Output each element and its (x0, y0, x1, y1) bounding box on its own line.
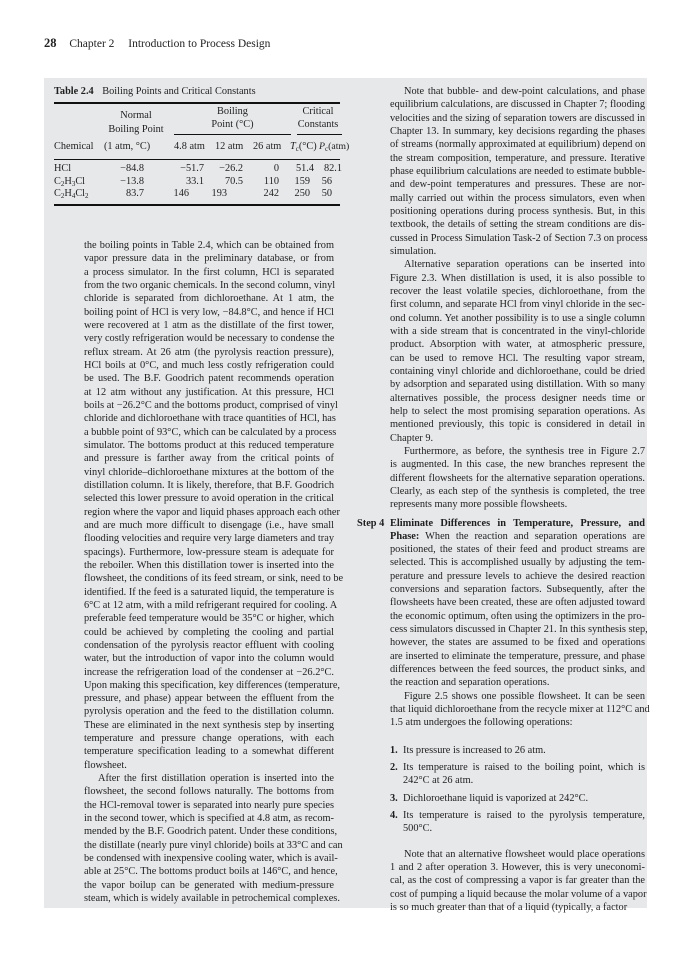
text-line: help to select the most promising separation operations. As (390, 405, 645, 417)
critical-subrule (297, 134, 342, 135)
page-number: 28 (44, 36, 57, 50)
text-line: Its temperature is raised to the pyrolysis temperature, (403, 810, 645, 822)
text-line: Chapter 9. (390, 432, 434, 444)
text-line: textbook, the details of setting the stream conditions are dis- (390, 219, 645, 231)
step-4-body (390, 543, 648, 690)
text-line: simulation. (390, 245, 437, 257)
header-p12: 12 atm (215, 141, 244, 152)
text-line: product. Absorption with water, at atmospheric pressure, (390, 339, 645, 351)
text-line: ond column. Yet another possibility is to use a single column (390, 312, 645, 324)
text-line: identified. If the feed is a saturated liquid, the temperature is (84, 586, 334, 598)
text-line: region where the vapor and liquid phases approach each other (84, 506, 340, 518)
step-4-heading-line-1: Eliminate Differences in Temperature, Pressure, and (390, 517, 645, 529)
header-pc: $P_c(atm)$ (319, 141, 350, 153)
step-4-paragraph-3 (390, 848, 645, 915)
text-line: 500°C. (403, 823, 433, 835)
text-line: increase the refrigeration load of the condenser at −26.2°C. (84, 666, 334, 678)
text-line: Figure 2.3. When distillation is used, it is also possible to (390, 272, 645, 284)
text-line: alternatives possible, the process designer needs time or (390, 392, 645, 404)
text-line: cess simulators discussed in Chapter 21. In this synthesis step, (390, 624, 648, 636)
text-line: at 12 atm without any justification. At this pressure, HCl (84, 386, 334, 398)
text-line: After the first distillation operation is inserted into the (98, 773, 334, 785)
table-label: Table 2.4 (54, 86, 94, 97)
table-title: Boiling Points and Critical Constants (102, 86, 256, 97)
text-line: mended by the B.F. Goodrich patent. Under these conditions, (84, 826, 338, 838)
text-line: flowsheets have been created, these are often adjusted toward (390, 597, 645, 609)
text-line: cost of pumping a liquid because the molar volume of a vapor (390, 888, 647, 900)
header-normal-l3: (1 atm, °C) (104, 141, 151, 152)
text-line: a bubble point of 93°C, which can be calculated by a process (84, 426, 337, 438)
left-paragraph-1 (84, 239, 344, 772)
text-line: by adsorption and separated using distillation. With so many (390, 379, 645, 391)
text-line: positioned, the states of their feed and product streams are (390, 544, 645, 556)
table-row: HCl −84.8 −51.7 −26.2 0 51.4 82.1 (54, 163, 342, 174)
right-paragraph-2 (390, 258, 645, 445)
step-4-heading-line-2: Phase: When the reaction and separation operations are (390, 530, 645, 542)
text-line: Figure 2.5 shows one possible flowsheet. It can be seen (404, 690, 645, 702)
text-line: steam, which is widely available in petrochemical complexes. (84, 893, 340, 905)
text-line: Upon making this specification, key differences (temperature, (84, 679, 341, 691)
text-line: that liquid dichloroethane from the recycle mixer at 112°C and (390, 704, 650, 716)
text-line: boiling point of HCl is very low, −84.8°C, and hence if HCl (84, 306, 334, 318)
text-line: could be achieved by completing the cooling and partial (84, 626, 334, 638)
text-line: cussed in Process Simulation Task-2 of Section 7.3 on process (390, 232, 648, 244)
step-4-label: Step 4 (357, 517, 385, 529)
text-line: selected this lower pressure to avoid operation in the critical (84, 493, 334, 505)
text-line: conversions and separation factors. Subsequently, after the (390, 584, 645, 596)
text-line: be condensed with inexpensive cooling water, which is avail- (84, 853, 338, 865)
text-line: Furthermore, as before, the synthesis tree in Figure 2.7 (404, 445, 645, 457)
text-line: differences between the feed sources, the product sinks, and (390, 664, 645, 676)
text-line: 6°C at 12 atm, with a mild refrigerant required for cooling. A (84, 599, 338, 611)
text-line: 242°C at 26 atm. (403, 775, 474, 787)
text-line: phase equilibrium calculations are needed to estimate bubble- (390, 165, 646, 177)
right-text-column (390, 85, 650, 914)
header-p48: 4.8 atm (174, 141, 205, 152)
list-number: 1. (390, 744, 398, 756)
text-line: the vapor boilup can be generated with medium-pressure (84, 879, 334, 891)
text-line: flowsheet. (84, 759, 127, 771)
text-line: first column, and separate HCl from vinyl chloride in the sec- (390, 299, 645, 311)
step-4-heading (390, 517, 645, 544)
text-line: can be used to remove HCl. The resulting vapor stream, (390, 352, 645, 364)
text-line: Dichloroethane liquid is vaporized at 242°C. (403, 792, 589, 804)
text-line: Note that an alternative flowsheet would place operations (404, 848, 645, 860)
list-item (390, 792, 645, 805)
table-header (54, 104, 350, 166)
list-number: 3. (390, 792, 398, 804)
text-line: preferable feed temperature would be 35°C or higher, which (84, 613, 334, 625)
text-line: selected. This is accomplished usually by adjusting the tem- (390, 557, 645, 569)
step-4-paragraph-2 (390, 690, 650, 730)
text-line: the HCl-removal tower is separated into nearly pure species (84, 799, 334, 811)
table-row: $C_2H_3Cl$ −13.8 33.1 70.5 110 159 56 (54, 175, 332, 188)
text-line: the boiling points in Table 2.4, which can be obtained from (84, 240, 334, 251)
text-line: simulator. The bottoms product at this reduced temperature (84, 439, 334, 451)
operations-list (390, 744, 645, 836)
text-line: of streams (normally approximated at equilibrium) depend on (390, 139, 646, 151)
table-bottom-rule (54, 204, 340, 206)
list-item (390, 761, 645, 788)
text-line: the stream composition, temperature, and pressure. Iterative (390, 152, 645, 164)
header-tc: $T_c(^\circ C)$ (290, 141, 317, 153)
text-line: mally carried out within the process simulators, even when (390, 192, 645, 204)
text-line: These are eliminated in the next synthesis step by inserting (84, 719, 334, 731)
text-line: temperature and pressure change operations, with each (84, 733, 334, 745)
text-line: with a side stream that is concentrated in the vinyl-chloride (390, 325, 645, 337)
text-line: Its pressure is increased to 26 atm. (403, 744, 546, 756)
text-line: different flowsheets for the alternative separation operations. (390, 472, 645, 484)
list-item (390, 744, 645, 757)
text-line: and dew-point temperatures and pressures. These are nor- (390, 179, 645, 191)
text-line: mentioned previously, this topic is considered in detail in (390, 419, 645, 431)
text-line: Its temperature is raised to the boiling point, which is (403, 762, 645, 774)
chapter-label: Chapter 2 (69, 38, 115, 50)
text-line: cal, as the cost of compressing a vapor is far greater than the (390, 875, 645, 887)
header-boiling-l1: Boiling (217, 106, 248, 117)
header-critical-l1: Critical (302, 106, 334, 117)
text-line: 1.5 atm undergoes the following operations: (390, 717, 573, 729)
header-p26: 26 atm (253, 141, 282, 152)
left-paragraph-2 (84, 772, 343, 905)
text-line: the distillate (nearly pure vinyl chloride) boils at 33°C and can (84, 839, 343, 851)
text-line: positioning operations during process synthesis. But, in this (390, 205, 645, 217)
text-line: Note that bubble- and dew-point calculations, and phase (404, 86, 645, 97)
header-boiling-l2: Point (°C) (211, 119, 254, 130)
text-line: were recovered at 1 atm as the distillate of the first tower, (84, 319, 334, 331)
text-line: temperature specification leading to a somewhat different (84, 746, 334, 758)
list-number: 2. (390, 762, 398, 774)
text-line: flowsheet, the conditions of its feed stream, or sink, need to be (84, 573, 344, 585)
header-critical-l2: Constants (297, 119, 339, 130)
text-line: a process simulator. In the first column, HCl is separated (84, 266, 334, 278)
text-line: Clearly, as each step of the synthesis is completed, the tree (390, 485, 645, 497)
text-line: chloride is separated from dichloroethane. At 1 atm, the (84, 293, 334, 305)
text-line: perature and pressure levels to achieve the desired reaction (390, 570, 645, 582)
text-line: boils at −26.2°C and the bottoms product, comprised of vinyl (84, 399, 338, 411)
text-line: and pressure is farther away from the critical points of (84, 453, 334, 465)
text-line: condensation of the pyrolysis reactor effluent with cooling (84, 639, 334, 651)
header-normal-l1: Normal (120, 110, 152, 121)
table-row: $C_2H_4Cl_2$ 83.7 146 193 242 250 50 (54, 188, 332, 200)
text-line: HCl boils at 0°C, and much less costly refrigeration could (84, 359, 334, 371)
cell-chemical: HCl (54, 163, 72, 174)
running-header (44, 36, 270, 51)
table-caption (54, 85, 340, 99)
text-line: vapor pressure data in the preliminary database, or from (84, 253, 334, 265)
boiling-subrule (174, 134, 291, 135)
text-line: chloride and dichloroethane with trace quantities of HCl, has (84, 413, 336, 425)
right-paragraph-1 (390, 85, 648, 258)
text-line: the reboiler. When this distillation tower is inserted into the (84, 559, 334, 571)
header-chemical: Chemical (54, 141, 94, 152)
text-line: containing vinyl chloride and dichloroethane, could be dried (390, 365, 645, 377)
text-line: distillation column. It is likely, therefore, that B.F. Goodrich (84, 479, 334, 491)
text-line: in the second tower, which is specified at 4.8 atm, as recom- (84, 813, 334, 825)
text-line: from the two organic chemicals. In the second column, vinyl (84, 279, 336, 291)
list-item (390, 809, 645, 836)
text-line: and are much more difficult to disengage (i.e., have small (84, 519, 334, 531)
list-number: 4. (390, 810, 398, 822)
table-2-4 (54, 85, 350, 206)
text-line: able at 25°C. The bottoms product boils at 146°C, and hence, (84, 866, 338, 878)
text-line: flowsheet, the second follows naturally. The bottoms from (84, 786, 334, 798)
left-text-column (84, 239, 344, 905)
text-line: velocities and the sizing of separation towers are discussed in (390, 112, 645, 124)
text-line: reflux stream. At 26 atm (the pyrolysis reaction pressure), (84, 346, 334, 358)
cell-chemical: $C_2H_4Cl_2$ (54, 188, 89, 200)
text-line: flooding velocities and require very large diameters and tray (84, 533, 334, 545)
header-normal-l2: Boiling Point (108, 124, 164, 135)
text-line: Alternative separation operations can be inserted into (404, 259, 645, 271)
text-line: vinyl chloride–dichloroethane mixtures at the bottom of the (84, 466, 334, 478)
text-line: very costly refrigeration would be necessary to condense the (84, 333, 335, 345)
text-line: Chapter 13. In summary, key decisions regarding the phases (390, 125, 645, 137)
text-line: recover the least volatile species, dichloroethane, from the (390, 285, 645, 297)
cell-chemical: $C_2H_3Cl$ (54, 175, 86, 188)
text-line: is augmented. In this case, the new branches represent the (390, 459, 645, 471)
text-line: is so much greater than that of a liquid (typically, a factor (390, 902, 628, 914)
text-line: however, the states are assumed to be fixed and operations (390, 637, 645, 649)
text-line: equilibrium calculations, are discussed in Chapter 7; flooding (390, 99, 645, 111)
text-line: pyrolysis operation and the feed to the distillation column. (84, 706, 334, 718)
text-line: are inserted to eliminate the temperature, pressure, and phase (390, 650, 645, 662)
text-line: be used. The B.F. Goodrich patent recommends operation (84, 373, 334, 385)
text-line: the economic optimum, often using the optimizers in the pro- (390, 610, 645, 622)
text-line: pressure, and phase) appear between the effluent from the (84, 693, 334, 705)
text-line: the reaction and separation operations. (390, 677, 550, 689)
right-paragraph-3 (390, 445, 645, 512)
text-line: represents many more possible flowsheets. (390, 499, 568, 511)
text-line: 1 and 2 after operation 3. However, this is very uneconomi- (390, 862, 645, 874)
chapter-title: Introduction to Process Design (128, 38, 271, 50)
text-line: spacings). Furthermore, low-pressure steam is adequate for (84, 546, 334, 558)
text-line: water, but the introduction of vapor into the column would (84, 653, 334, 665)
